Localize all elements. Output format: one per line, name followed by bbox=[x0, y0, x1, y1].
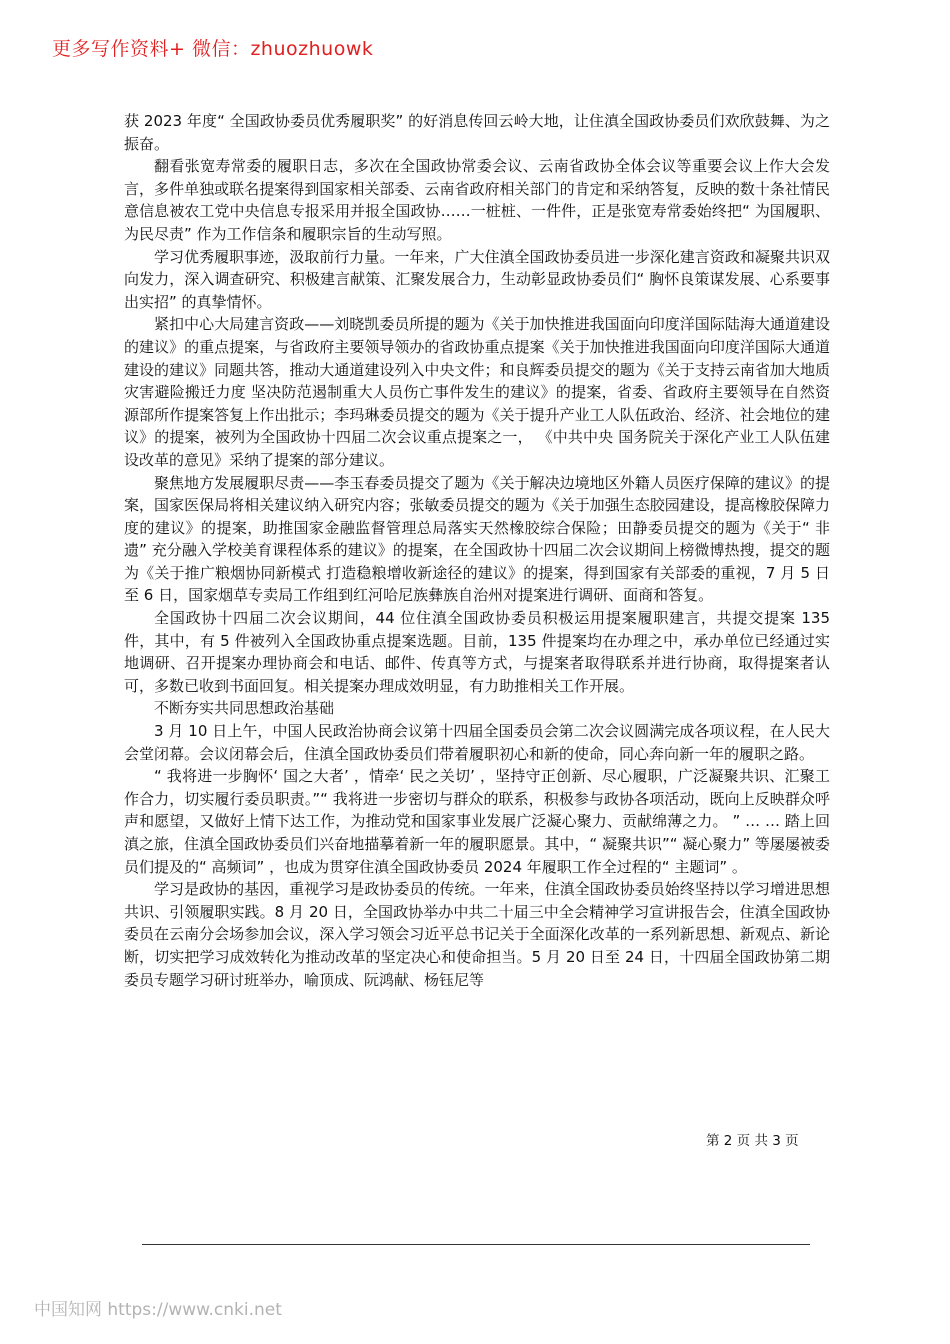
promo-banner: 更多写作资料+ 微信：zhuozhuowk bbox=[52, 38, 374, 60]
paragraph: 全国政协十四届二次会议期间，44 位住滇全国政协委员积极运用提案履职建言，共提交提案 135 件，其中，有 5 件被列入全国政协重点提案选题。目前，135 件提案均在办理之中，承办单位已经通过实地调研、召开提案办理协商会和电话、邮件、传真等方式，与提案者取得联系并进行协商，取得提案者认可，多数已收到书面回复。相关提案办理成效明显，有力助推相关工作开展。 bbox=[124, 609, 830, 695]
paragraph: 学习是政协的基因，重视学习是政协委员的传统。一年来，住滇全国政协委员始终坚持以学习增进思想共识、引领履职实践。8 月 20 日，全国政协举办中共二十届三中全会精神学习宣讲报告会，住滇全国政协委员在云南分会场参加会议，深入学习领会习近平总书记关于全面深化改革的一系列新思想、新观点、新论断，切实把学习成效转化为推动改革的坚定决心和使命担当。5 月 20 日至 24 日，十四届全国政协第二期委员专题学习研讨班举办，喻顶成、阮鸿献、杨钰尼等 bbox=[124, 880, 830, 989]
cnki-watermark: 中国知网 https://www.cnki.net bbox=[34, 1300, 282, 1320]
paragraph: 获 2023 年度“ 全国政协委员优秀履职奖” 的好消息传回云岭大地，让住滇全国政协委员们欢欣鼓舞、为之振奋。 bbox=[124, 112, 830, 153]
paragraph: 聚焦地方发展履职尽责——李玉春委员提交了题为《关于解决边境地区外籍人员医疗保障的建议》的提案，国家医保局将相关建议纳入研究内容；张敏委员提交的题为《关于加强生态胶园建设，提高橡胶保障力度的建议》的提案，助推国家金融监督管理总局落实天然橡胶综合保险；田静委员提交的题为《关于“ 非遗” 充分融入学校美育课程体系的建议》的提案，在全国政协十四届二次会议期间上榜微博热搜，提交的题为《关于推广粮烟协同新模式 打造稳粮增收新途径的建议》的提案，得到国家有关部委的重视，7 月 5 日至 6 日，国家烟草专卖局工作组到红河哈尼族彝族自治州对提案进行调研、面商和答复。 bbox=[124, 473, 830, 605]
paragraph: 学习优秀履职事迹，汲取前行力量。一年来，广大住滇全国政协委员进一步深化建言资政和凝聚共识双向发力，深入调查研究、积极建言献策、汇聚发展合力，生动彰显政协委员们“ 胸怀良策谋发展、心系要事出实招” 的真挚情怀。 bbox=[124, 247, 830, 311]
footer-divider bbox=[142, 1244, 810, 1245]
paragraph: 翻看张宽寿常委的履职日志，多次在全国政协常委会议、云南省政协全体会议等重要会议上作大会发言，多件单独或联名提案得到国家相关部委、云南省政府相关部门的肯定和采纳答复，反映的数十条社情民意信息被农工党中央信息专报采用并报全国政协……一桩桩、一件件，正是张宽寿常委始终把“ 为国履职、为民尽责” 作为工作信条和履职宗旨的生动写照。 bbox=[124, 157, 830, 243]
article-body bbox=[124, 110, 830, 991]
paragraph: “ 我将进一步胸怀‘ 国之大者’ ，情牵‘ 民之关切’ ，坚持守正创新、尽心履职，广泛凝聚共识、汇聚工作合力，切实履行委员职责。”“ 我将进一步密切与群众的联系，积极参与政协各项活动，既向上反映群众呼声和愿望，又做好上情下达工作，为推动党和国家事业发展广泛凝心聚力、贡献绵薄之力。 ” … … 踏上回滇之旅，住滇全国政协委员们兴奋地描摹着新一年的履职愿景。其中，“ 凝聚共识”“ 凝心聚力” 等屡屡被委员们提及的“ 高频词” ，也成为贯穿住滇全国政协委员 2024 年履职工作全过程的“ 主题词” 。 bbox=[124, 767, 830, 876]
paragraph: 不断夯实共同思想政治基础 bbox=[154, 699, 335, 718]
page-number: 第 2 页 共 3 页 bbox=[706, 1133, 799, 1149]
paragraph: 紧扣中心大局建言资政——刘晓凯委员所提的题为《关于加快推进我国面向印度洋国际陆海大通道建设的建议》的重点提案，与省政府主要领导领办的省政协重点提案《关于加快推进我国面向印度洋国际大通道建设的建议》同题共答，推动大通道建设列入中央文件；和良辉委员提交的题为《关于支持云南省加大地质灾害避险搬迁力度 坚决防范遏制重大人员伤亡事件发生的建议》的提案，省委、省政府主要领导在自然资源部所作提案答复上作出批示；李玛琳委员提交的题为《关于提升产业工人队伍政治、经济、社会地位的建议》的提案，被列为全国政协十四届二次会议重点提案之一， 《中共中央 国务院关于深化产业工人队伍建设改革的意见》采纳了提案的部分建议。 bbox=[124, 315, 830, 469]
paragraph: 3 月 10 日上午，中国人民政治协商会议第十四届全国委员会第二次会议圆满完成各项议程，在人民大会堂闭幕。会议闭幕会后，住滇全国政协委员们带着履职初心和新的使命，同心奔向新一年的履职之路。 bbox=[124, 722, 830, 763]
